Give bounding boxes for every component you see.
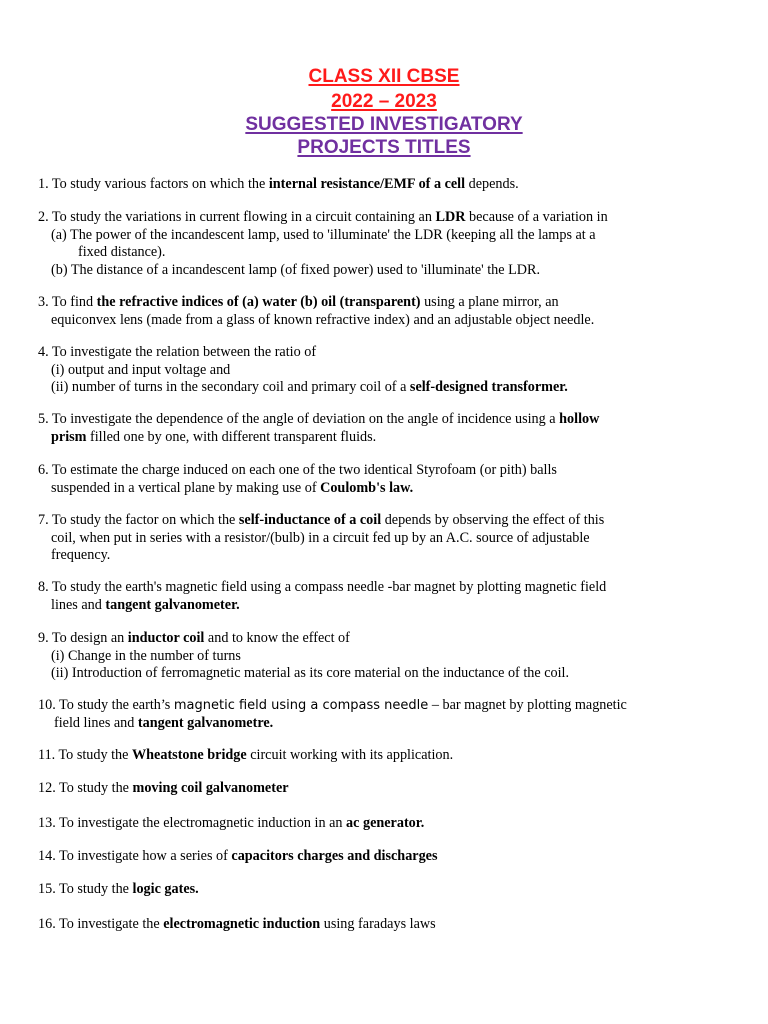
item-bold-text: electromagnetic induction <box>163 916 321 932</box>
item-text: because of a variation in <box>465 209 608 225</box>
item-text: 14. To investigate how a series of <box>38 848 232 864</box>
item-subline: (a) The power of the incandescent lamp, used to 'illuminate' the LDR (keeping all the lamps at a <box>51 226 596 243</box>
item-text: circuit working with its application. <box>246 747 454 763</box>
item-bold-text: hollow <box>559 411 600 427</box>
year-heading: 2022 – 2023 <box>331 91 437 112</box>
item-subline: (b) The distance of a incandescent lamp (of fixed power) used to 'illuminate' the LDR. <box>51 261 541 278</box>
item-text: 13. To investigate the electromagnetic induction in an <box>38 815 347 831</box>
item-subline: (ii) Introduction of ferromagnetic material as its core material on the inductance of the coil. <box>51 665 570 682</box>
item-text: 16. To investigate the <box>38 916 164 932</box>
item-subline: fixed distance). <box>78 244 166 261</box>
list-item <box>38 209 738 279</box>
item-bold-text: Wheatstone bridge <box>131 747 247 763</box>
item-subline: frequency. <box>51 547 111 564</box>
item-bold-text: ac generator. <box>346 815 425 831</box>
item-bold-text: logic gates. <box>132 881 199 897</box>
item-bold-text: inductor coil <box>127 630 205 646</box>
item-text: 11. To study the <box>38 747 132 763</box>
item-text: 2. To study the variations in current flowing in a circuit containing an <box>38 209 436 225</box>
item-subline: (ii) number of turns in the secondary coil and primary coil of a <box>51 379 410 396</box>
list-item <box>38 848 738 866</box>
class-heading: CLASS XII CBSE <box>308 66 460 87</box>
item-text: 9. To design an <box>38 630 128 646</box>
item-bold-text: capacitors charges and discharges <box>231 848 438 864</box>
item-bold-text: moving coil galvanometer <box>132 780 289 796</box>
item-text: 1. To study various factors on which the <box>38 176 269 192</box>
item-bold-text: the refractive indices of (a) water (b) oil (transparent) <box>96 294 421 310</box>
item-bold-text: internal resistance/EMF of a cell <box>268 176 466 192</box>
list-item <box>38 916 738 934</box>
item-subline: (i) output and input voltage and <box>51 361 231 378</box>
item-text: 5. To investigate the dependence of the angle of deviation on the angle of incidence using a <box>38 411 560 427</box>
item-bold-text: self-designed transformer. <box>409 379 568 396</box>
list-item <box>38 630 738 683</box>
item-bold-text: tangent galvanometre. <box>137 714 274 731</box>
list-item <box>38 815 738 833</box>
item-text: depends. <box>465 176 519 192</box>
item-text: depends by observing the effect of this <box>381 512 605 528</box>
item-subline: lines and <box>51 596 106 613</box>
item-text: 12. To study the <box>38 780 133 796</box>
item-subline: filled one by one, with different transparent fluids. <box>86 428 377 445</box>
item-subline: (i) Change in the number of turns <box>51 647 241 664</box>
item-text: 6. To estimate the charge induced on each one of the two identical Styrofoam (or pith) balls <box>38 462 557 478</box>
item-text: magnetic field using a compass needle <box>173 698 429 713</box>
item-text: 7. To study the factor on which the <box>38 512 239 528</box>
item-bold-text: LDR <box>435 209 466 225</box>
suggested-heading: SUGGESTED INVESTIGATORY <box>245 114 523 135</box>
item-subline: field lines and <box>54 714 138 731</box>
item-subline: equiconvex lens (made from a glass of known refractive index) and an adjustable object needle. <box>51 311 595 328</box>
list-item <box>38 747 738 765</box>
item-subline: suspended in a vertical plane by making use of <box>51 479 321 496</box>
item-bold-text: tangent galvanometer. <box>105 596 240 613</box>
list-item <box>38 462 738 497</box>
item-text: 10. To study the earth’s <box>38 697 174 713</box>
list-item <box>38 512 738 565</box>
list-item <box>38 697 738 732</box>
item-text: 15. To study the <box>38 881 133 897</box>
list-item <box>38 294 738 329</box>
titles-heading: PROJECTS TITLES <box>297 137 471 158</box>
list-item <box>38 579 738 614</box>
item-text: 8. To study the earth's magnetic field using a compass needle -bar magnet by plotting magnetic field <box>38 579 607 595</box>
item-text: 3. To find <box>38 294 97 310</box>
item-bold-text: prism <box>51 428 87 445</box>
list-item <box>38 344 738 397</box>
item-text: using faradays laws <box>320 916 436 932</box>
item-bold-text: self-inductance of a coil <box>238 512 382 528</box>
list-item <box>38 176 738 194</box>
item-text: – bar magnet by plotting magnetic <box>428 697 627 713</box>
list-item <box>38 881 738 899</box>
item-subline: coil, when put in series with a resistor/(bulb) in a circuit fed up by an A.C. source of adjustable <box>51 529 590 546</box>
item-text: and to know the effect of <box>204 630 350 646</box>
item-text: 4. To investigate the relation between the ratio of <box>38 344 317 360</box>
list-item <box>38 411 738 446</box>
list-item <box>38 780 738 798</box>
item-text: using a plane mirror, an <box>420 294 559 310</box>
item-bold-text: Coulomb's law. <box>320 479 414 496</box>
